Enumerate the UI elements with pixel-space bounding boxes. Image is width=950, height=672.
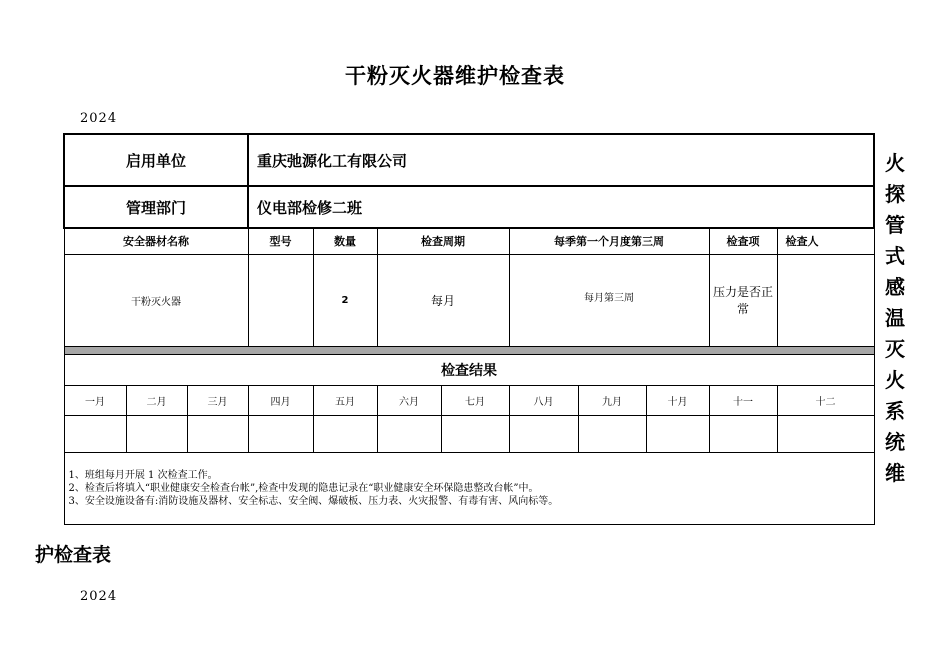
month-nov: 十一 (709, 385, 777, 415)
result-cell (377, 415, 441, 452)
result-cell (187, 415, 248, 452)
result-cell (126, 415, 187, 452)
header-model: 型号 (248, 228, 313, 254)
result-cell (709, 415, 777, 452)
side-title-vertical (880, 148, 910, 489)
header-cycle: 检查周期 (377, 228, 509, 254)
header-quantity: 数量 (313, 228, 377, 254)
year-label-bottom: 2024 (80, 589, 118, 604)
notes (64, 452, 874, 524)
equipment-name: 干粉灭火器 (64, 254, 248, 346)
result-cell (313, 415, 377, 452)
result-cell (441, 415, 509, 452)
section-divider (64, 346, 874, 354)
side-char: 式 (885, 244, 905, 268)
equipment-model (248, 254, 313, 346)
month-apr: 四月 (248, 385, 313, 415)
results-title: 检查结果 (64, 354, 874, 385)
equipment-schedule: 每月第三周 (509, 254, 709, 346)
month-may: 五月 (313, 385, 377, 415)
inspection-table (63, 133, 875, 525)
month-jan: 一月 (64, 385, 126, 415)
result-cell (646, 415, 709, 452)
result-cell (509, 415, 578, 452)
note-line-1: 1、班组每月开展 1 次检查工作。 (68, 469, 218, 481)
result-cell (777, 415, 874, 452)
org-value: 重庆弛源化工有限公司 (248, 134, 874, 186)
note-line-3: 3、安全设施设备有:消防设施及器材、安全标志、安全阀、爆破板、压力表、火灾报警、有毒有害、风向标等。 (68, 495, 559, 507)
equipment-cycle: 每月 (377, 254, 509, 346)
side-char: 灭 (885, 337, 905, 361)
result-cell (578, 415, 646, 452)
month-dec: 十二 (777, 385, 874, 415)
header-equipment-name: 安全器材名称 (64, 228, 248, 254)
month-feb: 二月 (126, 385, 187, 415)
page-title: 干粉灭火器维护检查表 (345, 64, 565, 88)
header-inspector: 检查人 (777, 228, 874, 254)
header-check-item: 检查项 (709, 228, 777, 254)
side-char: 系 (885, 399, 905, 423)
side-char: 统 (885, 430, 905, 454)
result-cell (248, 415, 313, 452)
org-label: 启用单位 (64, 134, 248, 186)
month-jun: 六月 (377, 385, 441, 415)
note-line-2: 2、检查后将填入“职业健康安全检查台帐”,检查中发现的隐患记录在“职业健康安全环保隐患整改台帐”中。 (68, 482, 539, 494)
equipment-inspector (777, 254, 874, 346)
side-char: 温 (885, 306, 905, 330)
year-label: 2024 (80, 111, 118, 126)
month-jul: 七月 (441, 385, 509, 415)
month-sep: 九月 (578, 385, 646, 415)
side-char: 感 (885, 275, 905, 299)
side-char: 火 (885, 368, 905, 392)
month-mar: 三月 (187, 385, 248, 415)
continued-title: 护检查表 (35, 544, 112, 566)
side-char: 探 (885, 182, 905, 206)
side-char: 维 (885, 461, 905, 485)
side-char: 管 (885, 213, 905, 237)
month-oct: 十月 (646, 385, 709, 415)
dept-value: 仪电部检修二班 (248, 186, 874, 228)
result-cell (64, 415, 126, 452)
equipment-quantity: 2 (313, 254, 377, 346)
header-schedule: 每季第一个月度第三周 (509, 228, 709, 254)
side-char: 火 (885, 151, 905, 175)
month-aug: 八月 (509, 385, 578, 415)
dept-label: 管理部门 (64, 186, 248, 228)
equipment-check-item: 压力是否正常 (709, 254, 777, 346)
